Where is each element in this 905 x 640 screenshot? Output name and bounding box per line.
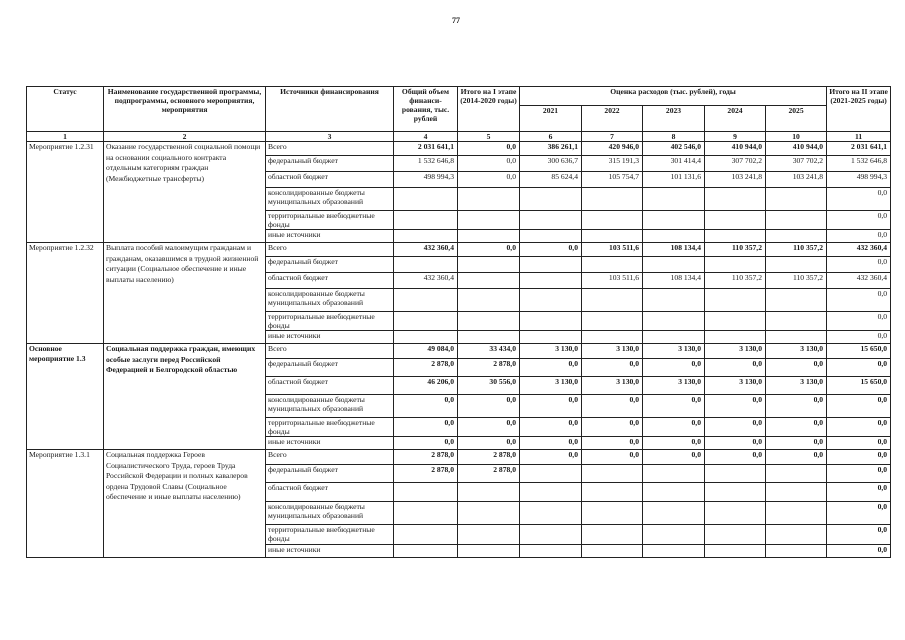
year-value-cell: 0,0	[705, 359, 766, 377]
table-row	[27, 243, 891, 257]
total-cell	[394, 230, 458, 243]
year-value-cell: 0,0	[766, 450, 827, 465]
year-value-cell	[766, 257, 827, 273]
total-cell: 0,0	[394, 395, 458, 418]
source-cell: Всего	[266, 450, 394, 465]
header-status: Статус	[27, 87, 104, 132]
stage1-cell: 2 878,0	[458, 465, 520, 483]
stage2-cell: 0,0	[827, 211, 891, 230]
column-number: 8	[643, 132, 705, 142]
source-cell: территориальные внебюджетные фонды	[266, 312, 394, 331]
year-value-cell: 3 130,0	[705, 377, 766, 395]
header-estimate: Оценка расходов (тыс. рублей), годы	[520, 87, 827, 106]
source-cell: Всего	[266, 243, 394, 257]
column-number: 7	[582, 132, 643, 142]
year-value-cell	[643, 289, 705, 312]
year-value-cell: 110 357,2	[766, 273, 827, 289]
year-value-cell: 0,0	[520, 359, 582, 377]
total-cell	[394, 483, 458, 502]
total-cell: 2 031 641,1	[394, 142, 458, 156]
year-value-cell	[520, 331, 582, 344]
year-value-cell	[705, 331, 766, 344]
year-value-cell	[766, 312, 827, 331]
source-cell: областной бюджет	[266, 483, 394, 502]
stage1-cell: 0,0	[458, 142, 520, 156]
year-value-cell: 103 511,6	[582, 273, 643, 289]
year-value-cell	[643, 483, 705, 502]
year-value-cell	[766, 502, 827, 525]
table-header	[27, 87, 891, 142]
source-cell: федеральный бюджет	[266, 465, 394, 483]
stage1-cell	[458, 331, 520, 344]
year-value-cell	[582, 502, 643, 525]
year-value-cell: 0,0	[766, 359, 827, 377]
stage1-cell: 0,0	[458, 395, 520, 418]
year-value-cell: 300 636,7	[520, 156, 582, 172]
year-value-cell	[520, 273, 582, 289]
year-value-cell: 103 511,6	[582, 243, 643, 257]
total-cell: 2 878,0	[394, 465, 458, 483]
stage2-cell: 0,0	[827, 230, 891, 243]
year-value-cell	[705, 483, 766, 502]
year-value-cell: 0,0	[705, 418, 766, 437]
stage1-cell: 2 878,0	[458, 450, 520, 465]
source-cell: федеральный бюджет	[266, 156, 394, 172]
name-cell: Социальная поддержка Героев Социалистического Труда, героев Труда Российской Федерации и полных кавалеров ордена Трудовой Славы (Социальное обеспечение и иные выплаты населению)	[104, 450, 266, 558]
source-cell: областной бюджет	[266, 377, 394, 395]
year-value-cell: 0,0	[766, 395, 827, 418]
year-value-cell: 301 414,4	[643, 156, 705, 172]
column-number: 9	[705, 132, 766, 142]
year-value-cell	[582, 289, 643, 312]
stage1-cell	[458, 312, 520, 331]
source-cell: территориальные внебюджетные фонды	[266, 418, 394, 437]
year-value-cell: 0,0	[705, 450, 766, 465]
total-cell: 0,0	[394, 437, 458, 450]
year-value-cell	[520, 211, 582, 230]
year-value-cell: 3 130,0	[643, 377, 705, 395]
year-value-cell: 3 130,0	[766, 377, 827, 395]
year-value-cell	[582, 545, 643, 558]
year-value-cell	[520, 230, 582, 243]
stage1-cell: 0,0	[458, 172, 520, 188]
year-value-cell: 0,0	[766, 437, 827, 450]
stage1-cell	[458, 257, 520, 273]
year-value-cell	[705, 525, 766, 545]
year-value-cell	[520, 188, 582, 211]
year-value-cell: 0,0	[643, 437, 705, 450]
source-cell: консолидированные бюджеты муниципальных образований	[266, 188, 394, 211]
stage2-cell: 0,0	[827, 312, 891, 331]
year-value-cell	[766, 289, 827, 312]
source-cell: федеральный бюджет	[266, 257, 394, 273]
year-value-cell	[766, 525, 827, 545]
year-value-cell	[520, 289, 582, 312]
year-value-cell	[705, 545, 766, 558]
year-value-cell: 108 134,4	[643, 273, 705, 289]
year-value-cell	[582, 483, 643, 502]
stage1-cell	[458, 545, 520, 558]
table-row	[27, 450, 891, 465]
total-cell	[394, 312, 458, 331]
source-cell: иные источники	[266, 545, 394, 558]
year-value-cell	[766, 483, 827, 502]
year-value-cell	[643, 331, 705, 344]
year-value-cell	[520, 502, 582, 525]
financing-table-container	[26, 86, 890, 558]
stage1-cell: 2 878,0	[458, 359, 520, 377]
year-value-cell: 0,0	[705, 395, 766, 418]
year-value-cell: 108 134,4	[643, 243, 705, 257]
year-value-cell: 0,0	[582, 359, 643, 377]
header-year: 2022	[582, 106, 643, 132]
name-cell: Выплата пособий малоимущим гражданам и гражданам, оказавшимся в трудной жизненной ситуации (Социальное обеспечение и иные выплаты населению)	[104, 243, 266, 344]
year-value-cell	[766, 331, 827, 344]
stage1-cell	[458, 211, 520, 230]
stage1-cell	[458, 230, 520, 243]
stage2-cell: 0,0	[827, 188, 891, 211]
stage1-cell: 0,0	[458, 418, 520, 437]
source-cell: иные источники	[266, 230, 394, 243]
stage2-cell: 0,0	[827, 289, 891, 312]
year-value-cell	[520, 312, 582, 331]
year-value-cell	[766, 211, 827, 230]
status-cell: Мероприятие 1.2.32	[27, 243, 104, 344]
year-value-cell: 103 241,8	[766, 172, 827, 188]
stage2-cell: 0,0	[827, 359, 891, 377]
column-number: 1	[27, 132, 104, 142]
year-value-cell: 103 241,8	[705, 172, 766, 188]
status-cell: Основное мероприятие 1.3	[27, 344, 104, 450]
column-number: 11	[827, 132, 891, 142]
year-value-cell: 110 357,2	[705, 243, 766, 257]
column-number: 3	[266, 132, 394, 142]
year-value-cell	[705, 230, 766, 243]
stage2-cell: 0,0	[827, 525, 891, 545]
year-value-cell: 110 357,2	[766, 243, 827, 257]
header-stage2: Итого на II этапе (2021-2025 годы)	[827, 87, 891, 132]
stage1-cell	[458, 525, 520, 545]
total-cell	[394, 188, 458, 211]
total-cell: 0,0	[394, 418, 458, 437]
year-value-cell	[643, 188, 705, 211]
year-value-cell: 0,0	[705, 437, 766, 450]
total-cell: 1 532 646,8	[394, 156, 458, 172]
year-value-cell	[705, 257, 766, 273]
year-value-cell	[705, 502, 766, 525]
year-value-cell	[643, 230, 705, 243]
year-value-cell: 0,0	[766, 418, 827, 437]
source-cell: Всего	[266, 142, 394, 156]
table-row	[27, 344, 891, 359]
stage1-cell	[458, 273, 520, 289]
year-value-cell	[582, 230, 643, 243]
total-cell	[394, 211, 458, 230]
year-value-cell	[520, 545, 582, 558]
year-value-cell	[520, 257, 582, 273]
column-number: 6	[520, 132, 582, 142]
stage1-cell	[458, 289, 520, 312]
header-year: 2024	[705, 106, 766, 132]
column-number: 2	[104, 132, 266, 142]
stage2-cell: 432 360,4	[827, 273, 891, 289]
total-cell: 46 206,0	[394, 377, 458, 395]
stage2-cell: 0,0	[827, 483, 891, 502]
year-value-cell: 3 130,0	[643, 344, 705, 359]
year-value-cell: 3 130,0	[520, 377, 582, 395]
year-value-cell	[643, 545, 705, 558]
stage2-cell: 432 360,4	[827, 243, 891, 257]
stage2-cell: 0,0	[827, 465, 891, 483]
year-value-cell	[582, 312, 643, 331]
year-value-cell	[582, 525, 643, 545]
column-number-row	[27, 132, 891, 142]
year-value-cell	[705, 289, 766, 312]
year-value-cell: 307 702,2	[705, 156, 766, 172]
year-value-cell	[705, 465, 766, 483]
table-body	[27, 142, 891, 558]
year-value-cell: 3 130,0	[705, 344, 766, 359]
stage1-cell: 0,0	[458, 156, 520, 172]
total-cell: 2 878,0	[394, 450, 458, 465]
year-value-cell: 0,0	[582, 418, 643, 437]
year-value-cell	[766, 545, 827, 558]
total-cell: 432 360,4	[394, 273, 458, 289]
total-cell: 2 878,0	[394, 359, 458, 377]
stage1-cell	[458, 502, 520, 525]
year-value-cell: 307 702,2	[766, 156, 827, 172]
year-value-cell: 410 944,0	[766, 142, 827, 156]
year-value-cell: 0,0	[520, 450, 582, 465]
header-year: 2023	[643, 106, 705, 132]
header-year: 2025	[766, 106, 827, 132]
year-value-cell	[766, 230, 827, 243]
year-value-cell: 3 130,0	[582, 344, 643, 359]
table-row	[27, 142, 891, 156]
year-value-cell: 402 546,0	[643, 142, 705, 156]
year-value-cell: 3 130,0	[520, 344, 582, 359]
year-value-cell	[582, 211, 643, 230]
stage2-cell: 0,0	[827, 450, 891, 465]
total-cell: 498 994,3	[394, 172, 458, 188]
stage1-cell	[458, 188, 520, 211]
year-value-cell: 0,0	[582, 395, 643, 418]
year-value-cell	[520, 465, 582, 483]
year-value-cell: 3 130,0	[766, 344, 827, 359]
source-cell: областной бюджет	[266, 172, 394, 188]
year-value-cell	[705, 312, 766, 331]
year-value-cell	[582, 188, 643, 211]
year-value-cell: 0,0	[582, 450, 643, 465]
year-value-cell: 0,0	[643, 395, 705, 418]
stage1-cell: 0,0	[458, 437, 520, 450]
header-source: Источники финансирования	[266, 87, 394, 132]
year-value-cell: 0,0	[520, 437, 582, 450]
stage2-cell: 1 532 646,8	[827, 156, 891, 172]
year-value-cell	[643, 312, 705, 331]
year-value-cell: 0,0	[643, 450, 705, 465]
year-value-cell	[520, 525, 582, 545]
source-cell: иные источники	[266, 331, 394, 344]
year-value-cell: 105 754,7	[582, 172, 643, 188]
header-total: Общий объем финанси-рования, тыс. рублей	[394, 87, 458, 132]
status-cell: Мероприятие 1.2.31	[27, 142, 104, 243]
year-value-cell	[582, 331, 643, 344]
stage1-cell: 33 434,0	[458, 344, 520, 359]
year-value-cell: 315 191,3	[582, 156, 643, 172]
year-value-cell	[520, 483, 582, 502]
status-cell: Мероприятие 1.3.1	[27, 450, 104, 558]
page-number: 77	[452, 16, 460, 25]
source-cell: иные источники	[266, 437, 394, 450]
source-cell: консолидированные бюджеты муниципальных образований	[266, 395, 394, 418]
total-cell	[394, 525, 458, 545]
year-value-cell: 101 131,6	[643, 172, 705, 188]
stage2-cell: 15 650,0	[827, 377, 891, 395]
stage1-cell	[458, 483, 520, 502]
stage2-cell: 15 650,0	[827, 344, 891, 359]
stage2-cell: 2 031 641,1	[827, 142, 891, 156]
stage2-cell: 498 994,3	[827, 172, 891, 188]
header-stage1: Итого на I этапе (2014-2020 годы)	[458, 87, 520, 132]
stage1-cell: 30 556,0	[458, 377, 520, 395]
year-value-cell: 0,0	[643, 418, 705, 437]
year-value-cell	[582, 257, 643, 273]
total-cell	[394, 257, 458, 273]
source-cell: федеральный бюджет	[266, 359, 394, 377]
source-cell: территориальные внебюджетные фонды	[266, 211, 394, 230]
year-value-cell: 386 261,1	[520, 142, 582, 156]
year-value-cell	[643, 257, 705, 273]
year-value-cell	[766, 188, 827, 211]
name-cell: Социальная поддержка граждан, имеющих особые заслуги перед Российской Федерацией и Белгородской областью	[104, 344, 266, 450]
name-cell: Оказание государственной социальной помощи на основании социального контракта отдельным категориям граждан (Межбюджетные трансферты)	[104, 142, 266, 243]
year-value-cell: 0,0	[520, 418, 582, 437]
source-cell: территориальные внебюджетные фонды	[266, 525, 394, 545]
total-cell: 432 360,4	[394, 243, 458, 257]
stage2-cell: 0,0	[827, 331, 891, 344]
year-value-cell: 3 130,0	[582, 377, 643, 395]
source-cell: Всего	[266, 344, 394, 359]
column-number: 10	[766, 132, 827, 142]
year-value-cell: 0,0	[520, 395, 582, 418]
source-cell: консолидированные бюджеты муниципальных образований	[266, 502, 394, 525]
year-value-cell: 85 624,4	[520, 172, 582, 188]
stage2-cell: 0,0	[827, 437, 891, 450]
year-value-cell	[643, 525, 705, 545]
stage2-cell: 0,0	[827, 418, 891, 437]
year-value-cell	[705, 188, 766, 211]
year-value-cell	[643, 465, 705, 483]
stage2-cell: 0,0	[827, 395, 891, 418]
column-number: 5	[458, 132, 520, 142]
financing-table	[26, 86, 891, 558]
source-cell: консолидированные бюджеты муниципальных образований	[266, 289, 394, 312]
stage1-cell: 0,0	[458, 243, 520, 257]
total-cell: 49 084,0	[394, 344, 458, 359]
year-value-cell: 0,0	[582, 437, 643, 450]
header-name: Наименование государственной программы, подпрограммы, основного мероприятия, мероприятия	[104, 87, 266, 132]
total-cell	[394, 289, 458, 312]
year-value-cell: 0,0	[643, 359, 705, 377]
year-value-cell	[582, 465, 643, 483]
year-value-cell	[705, 211, 766, 230]
total-cell	[394, 545, 458, 558]
column-number: 4	[394, 132, 458, 142]
year-value-cell: 0,0	[520, 243, 582, 257]
year-value-cell	[643, 502, 705, 525]
stage2-cell: 0,0	[827, 257, 891, 273]
total-cell	[394, 331, 458, 344]
year-value-cell: 420 946,0	[582, 142, 643, 156]
total-cell	[394, 502, 458, 525]
year-value-cell: 410 944,0	[705, 142, 766, 156]
year-value-cell: 110 357,2	[705, 273, 766, 289]
year-value-cell	[766, 465, 827, 483]
header-year: 2021	[520, 106, 582, 132]
stage2-cell: 0,0	[827, 502, 891, 525]
stage2-cell: 0,0	[827, 545, 891, 558]
source-cell: областной бюджет	[266, 273, 394, 289]
year-value-cell	[643, 211, 705, 230]
